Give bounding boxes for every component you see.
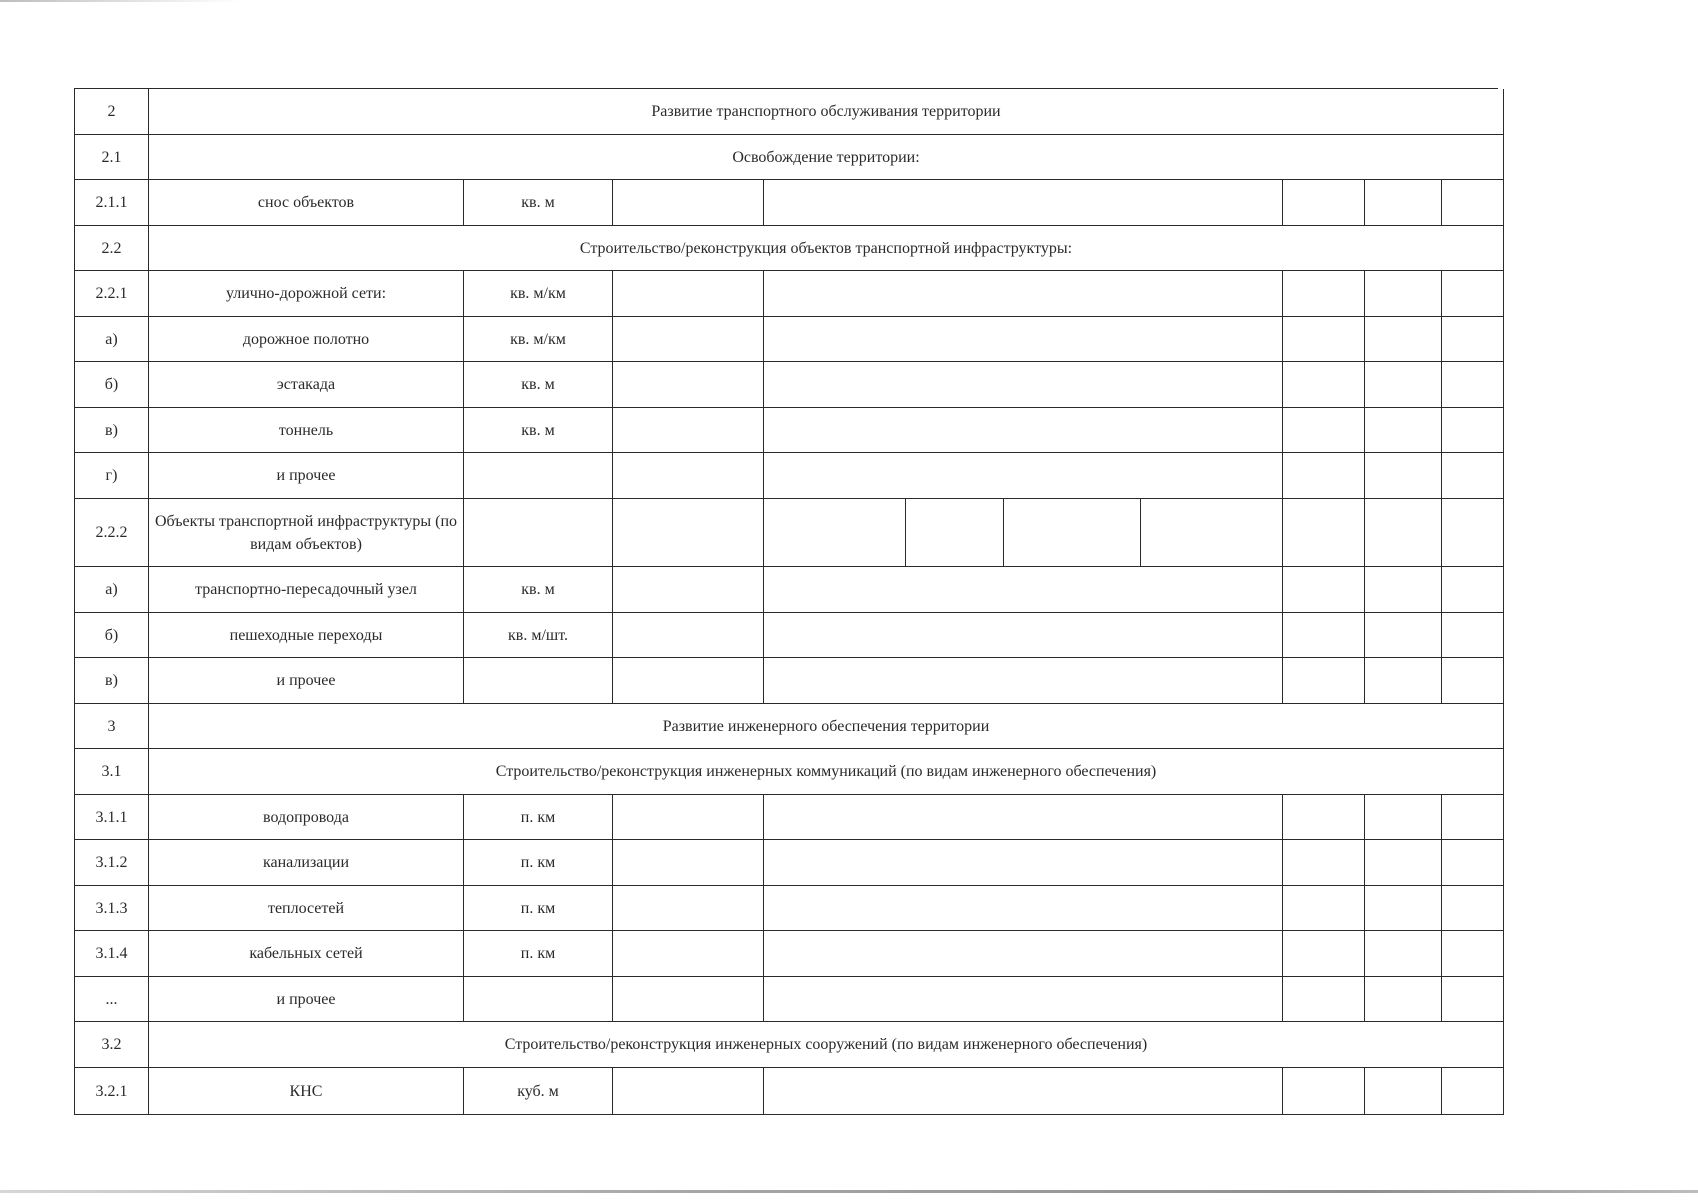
row-label: эстакада — [149, 362, 464, 408]
unit-cell — [464, 658, 613, 704]
empty-cell — [764, 613, 1283, 658]
empty-cell — [1365, 499, 1442, 567]
empty-cell — [1442, 931, 1504, 977]
empty-cell — [1442, 1068, 1504, 1115]
empty-cell — [1365, 453, 1442, 499]
empty-cell — [613, 931, 764, 977]
row-number: ... — [75, 977, 149, 1022]
empty-cell — [613, 795, 764, 840]
split-subcell — [906, 499, 1004, 566]
empty-cell — [1365, 317, 1442, 362]
empty-cell — [1442, 977, 1504, 1022]
row-number: 2.2 — [75, 226, 149, 271]
empty-cell — [1283, 567, 1365, 613]
unit-cell: кв. м — [464, 180, 613, 226]
data-table — [74, 88, 1498, 1115]
row-label: КНС — [149, 1068, 464, 1115]
split-subcell — [764, 499, 906, 566]
row-number: 2.2.1 — [75, 271, 149, 317]
row-label: тоннель — [149, 408, 464, 453]
row-number: 2.2.2 — [75, 499, 149, 567]
empty-cell — [1442, 499, 1504, 567]
empty-cell — [764, 977, 1283, 1022]
row-label: водопровода — [149, 795, 464, 840]
empty-cell — [1442, 658, 1504, 704]
empty-cell — [1365, 658, 1442, 704]
row-label: кабельных сетей — [149, 931, 464, 977]
unit-cell: п. км — [464, 840, 613, 886]
empty-cell — [613, 567, 764, 613]
empty-cell — [613, 886, 764, 931]
empty-cell — [613, 408, 764, 453]
empty-cell — [1365, 408, 1442, 453]
row-number: а) — [75, 317, 149, 362]
empty-cell — [1283, 840, 1365, 886]
empty-cell — [1283, 931, 1365, 977]
row-number: 3.1 — [75, 749, 149, 795]
row-number: в) — [75, 408, 149, 453]
empty-cell — [613, 977, 764, 1022]
row-label: теплосетей — [149, 886, 464, 931]
empty-cell — [1283, 408, 1365, 453]
scan-artifact — [0, 0, 240, 2]
empty-cell — [1442, 795, 1504, 840]
empty-cell — [764, 795, 1283, 840]
empty-cell — [613, 840, 764, 886]
empty-cell — [1365, 1068, 1442, 1115]
row-label: улично-дорожной сети: — [149, 271, 464, 317]
unit-cell: п. км — [464, 886, 613, 931]
empty-cell — [1365, 613, 1442, 658]
empty-cell — [1283, 499, 1365, 567]
unit-cell — [464, 499, 613, 567]
empty-cell — [1442, 180, 1504, 226]
empty-cell — [613, 362, 764, 408]
row-number: 3.1.2 — [75, 840, 149, 886]
empty-cell — [1365, 977, 1442, 1022]
empty-cell — [613, 317, 764, 362]
unit-cell: кв. м/км — [464, 271, 613, 317]
empty-cell — [613, 271, 764, 317]
unit-cell — [464, 977, 613, 1022]
empty-cell — [1442, 453, 1504, 499]
empty-cell — [1365, 362, 1442, 408]
row-number: г) — [75, 453, 149, 499]
row-label: снос объектов — [149, 180, 464, 226]
empty-cell — [764, 408, 1283, 453]
row-number: 3.1.4 — [75, 931, 149, 977]
row-label: дорожное полотно — [149, 317, 464, 362]
empty-cell — [764, 658, 1283, 704]
empty-cell — [1283, 317, 1365, 362]
empty-cell — [1442, 317, 1504, 362]
section-title: Строительство/реконструкция объектов транспортной инфраструктуры: — [149, 226, 1504, 271]
split-cell — [764, 499, 1283, 567]
empty-cell — [764, 840, 1283, 886]
empty-cell — [1442, 840, 1504, 886]
row-number: 2.1.1 — [75, 180, 149, 226]
row-label: Объекты транспортной инфраструктуры (по видам объектов) — [149, 499, 464, 567]
empty-cell — [764, 362, 1283, 408]
empty-cell — [1283, 977, 1365, 1022]
split-subcell — [1004, 499, 1141, 566]
row-number: 3.2 — [75, 1022, 149, 1068]
row-number: 3.1.3 — [75, 886, 149, 931]
empty-cell — [764, 271, 1283, 317]
empty-cell — [1283, 795, 1365, 840]
empty-cell — [764, 180, 1283, 226]
empty-cell — [764, 931, 1283, 977]
split-subcell — [1141, 499, 1283, 566]
unit-cell: кв. м/шт. — [464, 613, 613, 658]
row-number: а) — [75, 567, 149, 613]
empty-cell — [1442, 567, 1504, 613]
empty-cell — [613, 1068, 764, 1115]
section-title: Развитие инженерного обеспечения территории — [149, 704, 1504, 749]
row-label: и прочее — [149, 977, 464, 1022]
unit-cell: куб. м — [464, 1068, 613, 1115]
empty-cell — [764, 317, 1283, 362]
unit-cell: кв. м — [464, 567, 613, 613]
section-title: Освобождение территории: — [149, 135, 1504, 180]
row-number: 3.2.1 — [75, 1068, 149, 1115]
empty-cell — [1283, 271, 1365, 317]
row-number: б) — [75, 362, 149, 408]
section-title: Развитие транспортного обслуживания территории — [149, 89, 1504, 135]
empty-cell — [764, 567, 1283, 613]
empty-cell — [1283, 180, 1365, 226]
row-number: 2 — [75, 89, 149, 135]
empty-cell — [764, 886, 1283, 931]
empty-cell — [1365, 180, 1442, 226]
unit-cell: кв. м — [464, 408, 613, 453]
empty-cell — [613, 180, 764, 226]
empty-cell — [613, 453, 764, 499]
unit-cell: кв. м/км — [464, 317, 613, 362]
row-label: транспортно-пересадочный узел — [149, 567, 464, 613]
row-number: 3.1.1 — [75, 795, 149, 840]
empty-cell — [1442, 408, 1504, 453]
empty-cell — [1283, 453, 1365, 499]
empty-cell — [1442, 362, 1504, 408]
empty-cell — [1283, 886, 1365, 931]
row-label: и прочее — [149, 658, 464, 704]
unit-cell: кв. м — [464, 362, 613, 408]
row-number: 3 — [75, 704, 149, 749]
section-title: Строительство/реконструкция инженерных коммуникаций (по видам инженерного обеспечения) — [149, 749, 1504, 795]
empty-cell — [1442, 886, 1504, 931]
empty-cell — [1365, 795, 1442, 840]
unit-cell — [464, 453, 613, 499]
unit-cell: п. км — [464, 795, 613, 840]
row-number: в) — [75, 658, 149, 704]
empty-cell — [613, 613, 764, 658]
row-label: пешеходные переходы — [149, 613, 464, 658]
section-title: Строительство/реконструкция инженерных сооружений (по видам инженерного обеспечения) — [149, 1022, 1504, 1068]
row-number: б) — [75, 613, 149, 658]
row-label: канализации — [149, 840, 464, 886]
empty-cell — [1365, 931, 1442, 977]
row-label: и прочее — [149, 453, 464, 499]
empty-cell — [613, 658, 764, 704]
empty-cell — [1365, 840, 1442, 886]
empty-cell — [1283, 1068, 1365, 1115]
row-number: 2.1 — [75, 135, 149, 180]
empty-cell — [1283, 362, 1365, 408]
empty-cell — [1283, 613, 1365, 658]
empty-cell — [1365, 271, 1442, 317]
unit-cell: п. км — [464, 931, 613, 977]
empty-cell — [613, 499, 764, 567]
empty-cell — [1442, 271, 1504, 317]
page-bottom-edge — [0, 1190, 1698, 1193]
empty-cell — [1365, 886, 1442, 931]
empty-cell — [1283, 658, 1365, 704]
empty-cell — [764, 453, 1283, 499]
empty-cell — [1365, 567, 1442, 613]
empty-cell — [764, 1068, 1283, 1115]
empty-cell — [1442, 613, 1504, 658]
